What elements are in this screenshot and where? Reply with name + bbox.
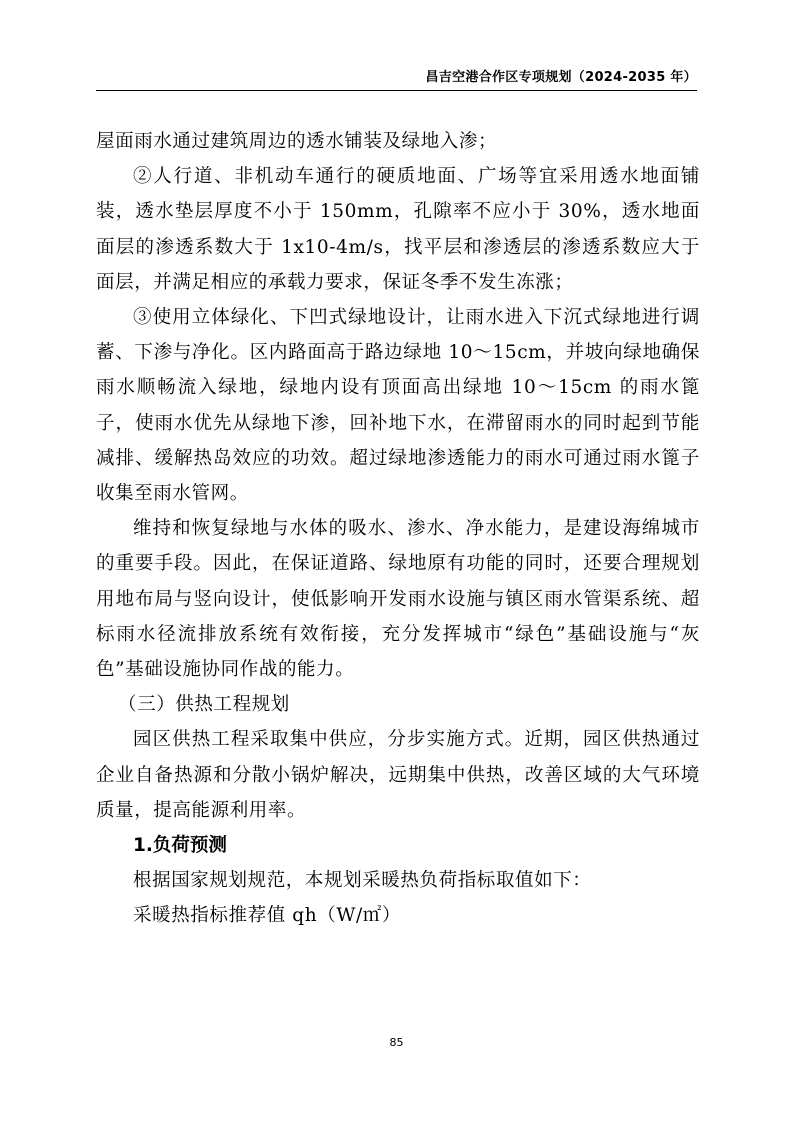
header-title: 昌吉空港合作区专项规划（2024-2035 年）	[425, 70, 697, 85]
document-body	[96, 124, 700, 934]
paragraph-national-norms: 根据国家规划规范，本规划采暖热负荷指标取值如下：	[133, 870, 592, 892]
subheading-load-forecast: 1.负荷预测	[133, 835, 227, 857]
paragraph-sunken-greenland: ③使用立体绿化、下凹式绿地设计，让雨水进入下沉式绿地进行调蓄、下渗与净化。区内路面高于路边绿地 10～15cm，并坡向绿地确保雨水顺畅流入绿地，绿地内设有顶面高出绿地 10～15cm 的雨水篦子，使雨水优先从绿地下渗，回补地下水，在滞留雨水的同时起到节能减排、缓解热岛效应的功效。超过绿地渗透能力的雨水可通过雨水篦子收集至雨水管网。	[96, 307, 700, 505]
section-heading-heating: （三）供热工程规划	[118, 694, 290, 716]
paragraph-roof-rainwater: 屋面雨水通过建筑周边的透水铺装及绿地入渗；	[96, 131, 498, 152]
paragraph-permeable-paving: ②人行道、非机动车通行的硬质地面、广场等宜采用透水地面铺装，透水垫层厚度不小于 150mm，孔隙率不应小于 30%，透水地面面层的渗透系数大于 1x10-4m/s，找平层和渗透层的渗透系数应大于面层，并满足相应的承载力要求，保证冬季不发生冻涨；	[96, 166, 700, 293]
paragraph-heat-index: 采暖热指标推荐值 qh（W/㎡）	[133, 905, 401, 927]
page-number: 85	[389, 1036, 404, 1049]
paragraph-sponge-city: 维持和恢复绿地与水体的吸水、渗水、净水能力，是建设海绵城市的重要手段。因此，在保证道路、绿地原有功能的同时，还要合理规划用地布局与竖向设计，使低影响开发雨水设施与镇区雨水管渠系统、超标雨水径流排放系统有效衔接，充分发挥城市“绿色”基础设施与“灰色”基础设施协同作战的能力。	[96, 518, 700, 681]
paragraph-heating-supply: 园区供热工程采取集中供应，分步实施方式。近期，园区供热通过企业自备热源和分散小锅炉解决，远期集中供热，改善区域的大气环境质量，提高能源利用率。	[96, 729, 700, 821]
page-header	[96, 64, 697, 91]
